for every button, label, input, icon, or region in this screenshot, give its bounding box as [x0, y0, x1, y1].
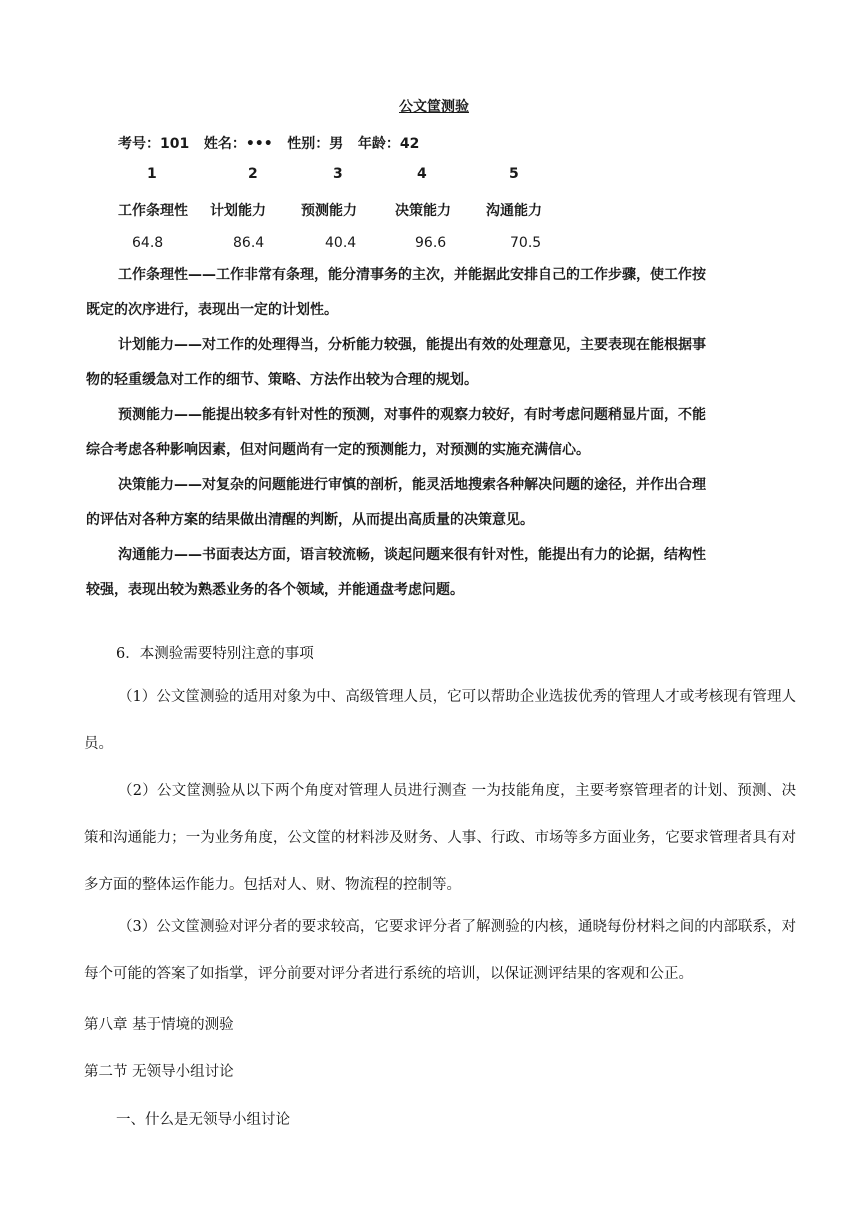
subsection-title: 一、什么是无领导小组讨论: [116, 1112, 290, 1128]
scanned-report: [0, 0, 868, 600]
dimension-number: 2: [248, 166, 258, 182]
dimension-number: 5: [509, 166, 519, 182]
note-item-2: （2）公文筐测验从以下两个角度对管理人员进行测查 一为技能角度，主要考察管理者的计划、预测、决策和沟通能力；一为业务角度，公文筐的材料涉及财务、人事、行政、市场等多方面业务，它要求管理者具有对多方面的整体运作能力。包括对人、财、物流程的控制等。: [84, 783, 796, 893]
dimension-label: 计划能力: [210, 203, 266, 219]
report-title: 公文筐测验: [399, 99, 469, 115]
note-item-1: （1）公文筐测验的适用对象为中、高级管理人员，它可以帮助企业选拔优秀的管理人才或考核现有管理人员。: [84, 689, 796, 752]
score-value: 40.4: [325, 235, 357, 251]
dimension-number: 3: [333, 166, 343, 182]
description-forecasting: 预测能力——能提出较多有针对性的预测，对事件的观察力较好，有时考虑问题稍显片面，不能综合考虑各种影响因素，但对问题尚有一定的预测能力，对预测的实施充满信心。: [86, 407, 706, 458]
dimension-label-row: [0, 200, 868, 220]
dimension-label: 决策能力: [395, 203, 451, 219]
score-value: 96.6: [415, 235, 447, 251]
dimension-label: 预测能力: [301, 203, 357, 219]
section-heading: 6．本测验需要特别注意的事项: [116, 646, 314, 662]
chapter-heading: 第八章 基于情境的测验: [84, 1017, 234, 1033]
section-title: 第二节 无领导小组讨论: [84, 1064, 234, 1080]
dimension-label: 沟通能力: [486, 203, 542, 219]
description-decision-making: 决策能力——对复杂的问题能进行审慎的剖析，能灵活地搜索各种解决问题的途径，并作出合理的评估对各种方案的结果做出清醒的判断，从而提出高质量的决策意见。: [86, 477, 706, 528]
description-work-organization: 工作条理性——工作非常有条理，能分清事务的主次，并能据此安排自己的工作步骤，使工作按既定的次序进行，表现出一定的计划性。: [86, 267, 706, 318]
dimension-label: 工作条理性: [118, 203, 188, 219]
dimension-number: 4: [417, 166, 427, 182]
dimension-number: 1: [147, 166, 157, 182]
dimension-number-row: [0, 166, 868, 186]
description-communication: 沟通能力——书面表达方面，语言较流畅，谈起问题来很有针对性，能提出有力的论据，结构性较强，表现出较为熟悉业务的各个领域，并能通盘考虑问题。: [86, 547, 706, 598]
note-item-3: （3）公文筐测验对评分者的要求较高，它要求评分者了解测验的内核，通晓每份材料之间的内部联系，对每个可能的答案了如指掌，评分前要对评分者进行系统的培训，以保证测评结果的客观和公正。: [84, 919, 796, 982]
score-value: 70.5: [510, 235, 542, 251]
description-planning: 计划能力——对工作的处理得当，分析能力较强，能提出有效的处理意见，主要表现在能根据事物的轻重缓急对工作的细节、策略、方法作出较为合理的规划。: [86, 337, 706, 388]
score-value: 86.4: [233, 235, 265, 251]
candidate-info: 考号：101 姓名：••• 性别：男 年龄：42: [118, 136, 420, 152]
score-value: 64.8: [132, 235, 164, 251]
score-row: [0, 235, 868, 255]
